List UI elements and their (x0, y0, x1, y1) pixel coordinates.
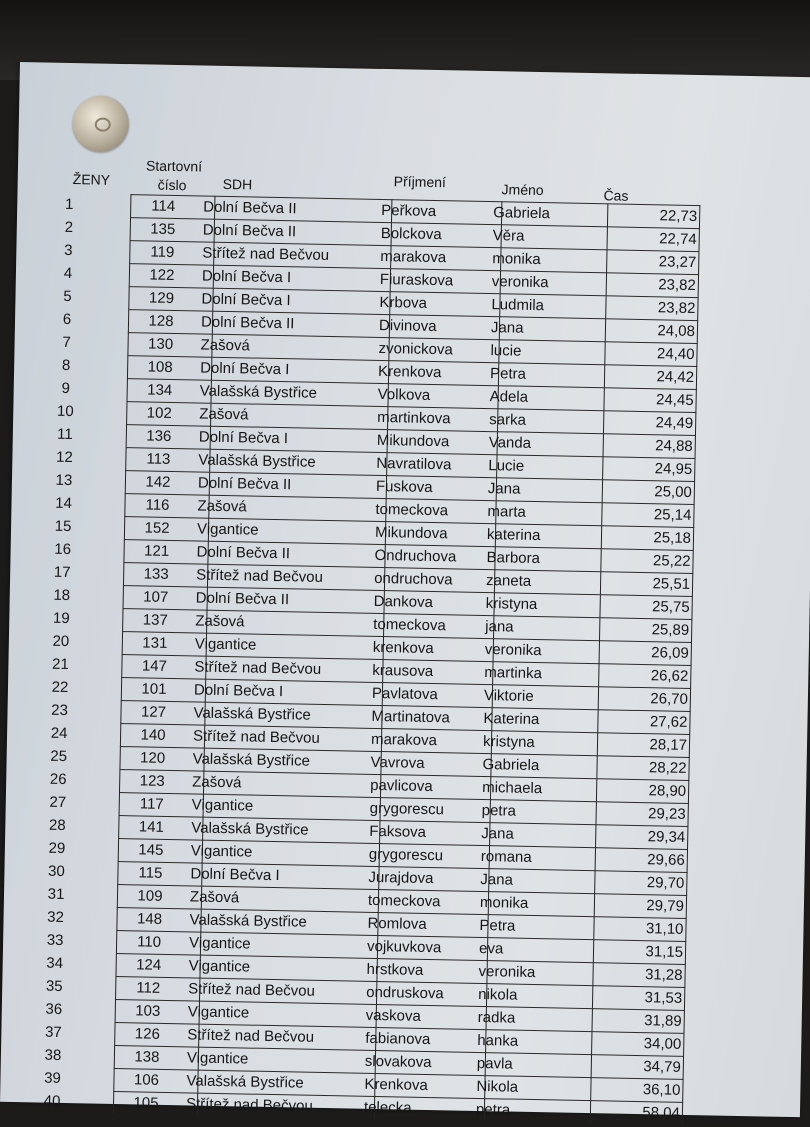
start-number-cell: 134 (147, 381, 173, 399)
surname-cell: Fuskova (375, 477, 433, 496)
sdh-cell: Vigantice (186, 1049, 249, 1068)
start-number-cell: 116 (145, 496, 170, 514)
firstname-cell: zaneta (485, 572, 532, 590)
rank-cell: 36 (45, 1000, 63, 1018)
start-number-cell: 140 (140, 726, 166, 744)
start-number-cell: 142 (145, 473, 171, 491)
firstname-cell: Jana (487, 480, 521, 498)
sdh-cell: Vigantice (187, 1003, 250, 1022)
firstname-cell: lucie (490, 342, 522, 360)
firstname-cell: Petra (489, 365, 527, 383)
surname-cell: Faksova (369, 822, 427, 841)
firstname-cell: Katerina (483, 710, 540, 729)
sdh-cell: Valašská Bystřice (192, 750, 311, 770)
time-cell: 26,70 (650, 690, 689, 708)
start-number-cell: 123 (139, 772, 165, 790)
rank-cell: 19 (52, 609, 70, 628)
rank-cell: 32 (47, 908, 65, 926)
time-cell: 58,04 (642, 1104, 681, 1122)
time-cell: 24,40 (656, 345, 695, 364)
time-cell: 28,22 (648, 759, 687, 777)
sdh-cell: Dolní Bečva II (196, 543, 291, 563)
time-cell: 29,70 (646, 874, 685, 892)
rank-cell: 13 (55, 471, 73, 490)
surname-cell: krenkova (372, 638, 434, 658)
start-number-cell: 112 (136, 979, 161, 997)
sdh-cell: Dolní Bečva II (200, 313, 295, 333)
surname-cell: Navratilova (376, 454, 452, 474)
firstname-cell: romana (480, 847, 532, 866)
rank-cell: 3 (64, 241, 73, 260)
time-cell: 31,15 (645, 943, 684, 961)
start-number-cell: 147 (141, 657, 168, 675)
sdh-cell: Střítež nad Bečvou (202, 244, 330, 264)
sdh-cell: Dolní Bečva I (190, 865, 280, 885)
time-cell: 31,10 (645, 920, 684, 938)
time-cell: 34,79 (643, 1058, 681, 1076)
firstname-cell: hanka (477, 1031, 519, 1050)
sdh-cell: Dolní Bečva I (201, 290, 291, 310)
rank-cell: 1 (64, 195, 74, 214)
firstname-cell: veronika (491, 273, 549, 292)
sdh-cell: Valašská Bystřice (198, 451, 316, 471)
start-number-cell: 117 (139, 795, 164, 813)
rank-cell: 37 (44, 1023, 62, 1041)
firstname-cell: kristyna (482, 733, 535, 752)
start-number-cell: 113 (146, 450, 171, 468)
sdh-cell: Střítež nad Bečvou (194, 658, 322, 678)
start-number-cell: 108 (147, 358, 173, 376)
start-number-cell: 119 (150, 243, 175, 261)
results-sheet (0, 62, 810, 1122)
surname-cell: slovakova (364, 1052, 432, 1072)
time-cell: 26,09 (651, 644, 689, 662)
start-number-cell: 128 (148, 312, 174, 330)
time-cell: 36,10 (642, 1081, 681, 1099)
time-cell: 27,62 (649, 713, 688, 731)
firstname-cell: Viktorie (483, 687, 534, 705)
firstname-cell: nikola (478, 985, 518, 1004)
rank-cell: 33 (46, 931, 64, 949)
sdh-cell: Vigantice (190, 842, 253, 861)
sdh-cell: Vigantice (191, 796, 254, 815)
time-cell: 25,18 (653, 529, 692, 547)
sdh-cell: Dolní Bečva I (193, 681, 284, 701)
surname-cell: Mikundova (376, 431, 450, 451)
rank-cell: 23 (51, 701, 69, 720)
surname-cell: martinkova (377, 408, 451, 428)
firstname-cell: katerina (486, 526, 541, 545)
sdh-cell: Dolní Bečva II (195, 589, 290, 609)
sdh-cell: Zašová (197, 497, 247, 516)
sdh-cell: Zašová (195, 612, 245, 631)
time-cell: 29,34 (647, 828, 686, 846)
sdh-cell: Valašská Bystřice (199, 382, 318, 402)
time-cell: 22,74 (659, 230, 697, 249)
surname-cell: tomeckova (373, 615, 446, 635)
start-number-cell: 105 (133, 1094, 159, 1112)
sdh-cell: Dolní Bečva I (201, 267, 292, 287)
start-number-cell: 110 (136, 933, 162, 951)
surname-cell: tomeckova (375, 500, 449, 520)
surname-cell: Pavlatova (371, 684, 438, 704)
rank-cell: 7 (62, 333, 71, 352)
firstname-cell: veronika (484, 641, 542, 660)
start-header-line2: číslo (157, 176, 187, 194)
time-cell: 23,27 (658, 253, 697, 272)
sdh-cell: Zašová (192, 773, 242, 792)
sdh-cell: Valašská Bystřice (186, 1072, 304, 1092)
time-cell: 34,00 (643, 1035, 682, 1053)
rank-cell: 31 (47, 885, 65, 904)
firstname-cell: jana (485, 618, 514, 636)
surname-cell: grygorescu (368, 845, 444, 865)
sdh-header: SDH (222, 175, 253, 193)
rank-cell: 5 (63, 287, 72, 306)
firstname-cell: Jana (480, 870, 514, 889)
sdh-cell: Střítež nad Bečvou (196, 566, 324, 586)
time-cell: 26,62 (650, 667, 689, 685)
sdh-cell: Dolní Bečva I (199, 359, 290, 379)
rank-cell: 26 (49, 770, 67, 789)
start-number-cell: 124 (136, 956, 162, 974)
firstname-cell: Lucie (488, 457, 525, 475)
start-number-cell: 133 (143, 565, 169, 583)
sdh-cell: Střítež nad Bečvou (187, 1026, 315, 1046)
rank-cell: 38 (44, 1046, 62, 1064)
rank-cell: 11 (56, 425, 73, 444)
sdh-cell: Zašová (200, 336, 250, 355)
rank-cell: 21 (51, 655, 69, 674)
time-cell: 24,08 (657, 322, 696, 341)
time-cell: 25,75 (651, 598, 690, 616)
firstname-cell: Jana (481, 824, 514, 843)
start-number-cell: 135 (150, 220, 176, 239)
sdh-cell: Vigantice (194, 635, 257, 654)
time-cell: 24,95 (654, 460, 693, 478)
rank-cell: 35 (45, 977, 63, 995)
start-number-cell: 130 (147, 335, 174, 353)
surname-cell: vojkuvkova (366, 937, 442, 957)
start-number-cell: 145 (138, 841, 164, 859)
sdh-cell: Střítež nad Bečvou (192, 727, 320, 747)
time-cell: 24,45 (655, 391, 694, 409)
pin-icon (72, 95, 129, 152)
sdh-cell: Valašská Bystřice (193, 704, 311, 724)
rank-cell: 14 (55, 494, 73, 513)
firstname-cell: monika (479, 893, 529, 912)
time-cell: 25,14 (653, 506, 692, 524)
rank-cell: 16 (54, 540, 72, 559)
rank-cell: 9 (61, 379, 71, 398)
start-number-cell: 121 (143, 542, 170, 560)
start-number-cell: 127 (140, 703, 167, 721)
start-number-cell: 115 (138, 864, 163, 882)
category-header: ŽENY (72, 171, 111, 188)
firstname-header: Jméno (501, 181, 544, 199)
rank-cell: 39 (43, 1069, 62, 1087)
start-number-cell: 101 (141, 680, 167, 698)
sdh-cell: Valašská Bystřice (191, 819, 309, 839)
time-cell: 22,73 (659, 207, 698, 226)
start-number-cell: 106 (133, 1071, 160, 1089)
surname-cell: hrstkova (366, 960, 424, 979)
rank-cell: 40 (43, 1092, 61, 1110)
time-cell: 31,89 (644, 1012, 682, 1030)
rank-cell: 27 (49, 793, 67, 812)
surname-cell: Divinova (378, 316, 437, 336)
start-number-cell: 102 (146, 404, 172, 422)
firstname-cell: michaela (481, 779, 543, 798)
firstname-cell: martinka (484, 664, 543, 683)
start-number-cell: 136 (146, 427, 172, 445)
surname-cell: Krenkova (377, 362, 442, 382)
time-header: Čas (603, 187, 629, 204)
start-number-cell: 107 (143, 588, 169, 606)
surname-cell: Bolckova (380, 224, 442, 244)
time-cell: 31,28 (644, 966, 683, 984)
rank-cell: 17 (53, 563, 71, 582)
firstname-cell: marta (487, 503, 526, 521)
firstname-cell: petra (475, 1100, 511, 1119)
start-number-cell: 148 (136, 910, 163, 928)
surname-cell: Krenkova (364, 1075, 428, 1095)
time-cell: 25,89 (651, 621, 690, 639)
rank-cell: 15 (54, 517, 72, 536)
start-number-header (145, 156, 202, 195)
surname-cell: Volkova (377, 385, 431, 404)
time-cell: 24,42 (656, 368, 695, 386)
rank-cell: 6 (62, 310, 72, 329)
firstname-cell: Petra (479, 916, 516, 935)
sdh-cell: Valašská Bystřice (189, 911, 307, 931)
surname-cell: Mikundova (374, 523, 448, 543)
start-number-cell: 141 (138, 818, 165, 836)
time-cell: 24,49 (655, 414, 694, 432)
time-cell: 31,53 (644, 989, 683, 1007)
rank-cell: 20 (52, 632, 70, 651)
firstname-cell: pavla (476, 1054, 513, 1073)
start-number-cell: 137 (142, 611, 168, 629)
firstname-cell: Barbora (486, 549, 541, 568)
surname-cell: Romlova (367, 914, 427, 933)
start-number-cell: 114 (151, 197, 176, 216)
rank-cell: 8 (61, 356, 71, 375)
time-cell: 25,22 (652, 552, 691, 570)
surname-cell: Vavrova (370, 753, 425, 772)
surname-cell: krausova (372, 661, 434, 681)
firstname-cell: Věra (492, 227, 525, 245)
firstname-cell: sarka (489, 411, 527, 429)
firstname-cell: veronika (478, 962, 536, 982)
surname-cell: Peřkova (381, 201, 437, 221)
start-number-cell: 103 (135, 1002, 161, 1020)
start-number-cell: 122 (149, 266, 175, 285)
results-table (30, 193, 708, 1126)
rank-cell: 30 (47, 862, 65, 881)
firstname-cell: Gabriela (482, 756, 540, 775)
firstname-cell: Jana (490, 319, 524, 337)
surname-cell: telecka (363, 1098, 412, 1117)
sdh-cell: Vigantice (196, 520, 259, 539)
sdh-cell: Dolní Bečva II (203, 198, 297, 218)
surname-cell: Martinatova (371, 707, 451, 727)
sdh-cell: Zašová (199, 405, 249, 424)
sdh-cell: Vigantice (188, 957, 251, 976)
sdh-cell: Střítež nad Bečvou (188, 980, 316, 1000)
surname-cell: tomeckova (367, 891, 441, 911)
surname-cell: ondruskova (366, 983, 444, 1003)
surname-cell: fabianova (365, 1029, 431, 1049)
surname-cell: marakova (380, 247, 447, 267)
firstname-cell: petra (481, 802, 517, 820)
surname-cell: grygorescu (369, 799, 445, 819)
firstname-cell: eva (478, 939, 504, 958)
sdh-cell: Vigantice (188, 934, 251, 953)
firstname-cell: Vanda (488, 434, 532, 452)
surname-cell: Krbova (379, 293, 428, 312)
rank-cell: 34 (46, 954, 64, 972)
surname-cell: marakova (370, 730, 438, 750)
firstname-cell: radka (477, 1008, 516, 1027)
rank-cell: 12 (55, 448, 73, 467)
firstname-cell: Ludmila (491, 296, 545, 315)
time-cell: 24,88 (655, 437, 693, 455)
surname-cell: pavlicova (370, 776, 433, 796)
surname-cell: Dankova (373, 592, 434, 612)
sdh-cell: Zašová (189, 888, 240, 907)
sdh-cell: Střítež nad Bečvou (185, 1095, 313, 1115)
start-number-cell: 131 (142, 634, 168, 652)
rank-cell: 18 (53, 586, 71, 605)
rank-cell: 24 (50, 724, 68, 743)
time-cell: 23,82 (658, 276, 696, 295)
rank-cell: 28 (48, 816, 66, 835)
time-cell: 29,79 (646, 897, 685, 915)
time-cell: 23,82 (657, 299, 696, 318)
surname-header: Příjmení (393, 173, 447, 191)
surname-cell: Jurajdova (368, 868, 434, 888)
time-cell: 25,00 (654, 483, 693, 501)
surname-cell: Ondruchova (374, 546, 457, 566)
rank-cell: 22 (51, 678, 69, 697)
start-number-cell: 126 (134, 1025, 161, 1043)
rank-cell: 4 (63, 264, 73, 283)
sdh-cell: Dolní Bečva II (197, 474, 292, 494)
time-cell: 28,17 (649, 736, 688, 754)
time-cell: 29,66 (647, 851, 685, 869)
firstname-cell: Nikola (476, 1077, 519, 1096)
firstname-cell: kristyna (485, 595, 538, 614)
firstname-cell: Gabriela (493, 204, 551, 223)
sdh-cell: Dolní Bečva II (202, 221, 297, 241)
rank-cell: 2 (64, 218, 74, 237)
start-number-cell: 120 (139, 749, 166, 767)
start-header-line1: Startovní (145, 157, 203, 175)
time-cell: 29,23 (647, 805, 686, 823)
rank-cell: 25 (50, 747, 68, 766)
rank-cell: 29 (48, 839, 66, 858)
sdh-cell: Dolní Bečva I (198, 428, 289, 448)
firstname-cell: Adela (489, 388, 529, 406)
surname-cell: vaskova (365, 1006, 421, 1025)
surname-cell: ondruchova (373, 569, 453, 589)
start-number-cell: 109 (137, 887, 163, 905)
start-number-cell: 129 (148, 289, 175, 307)
rank-cell: 10 (56, 402, 74, 421)
time-cell: 28,90 (648, 782, 687, 800)
start-number-cell: 138 (134, 1048, 160, 1066)
surname-cell: zvonickova (378, 339, 453, 359)
start-number-cell: 152 (144, 519, 170, 537)
time-cell: 25,51 (652, 575, 691, 593)
firstname-cell: monika (492, 250, 541, 269)
surname-cell: Fiuraskova (379, 270, 454, 290)
